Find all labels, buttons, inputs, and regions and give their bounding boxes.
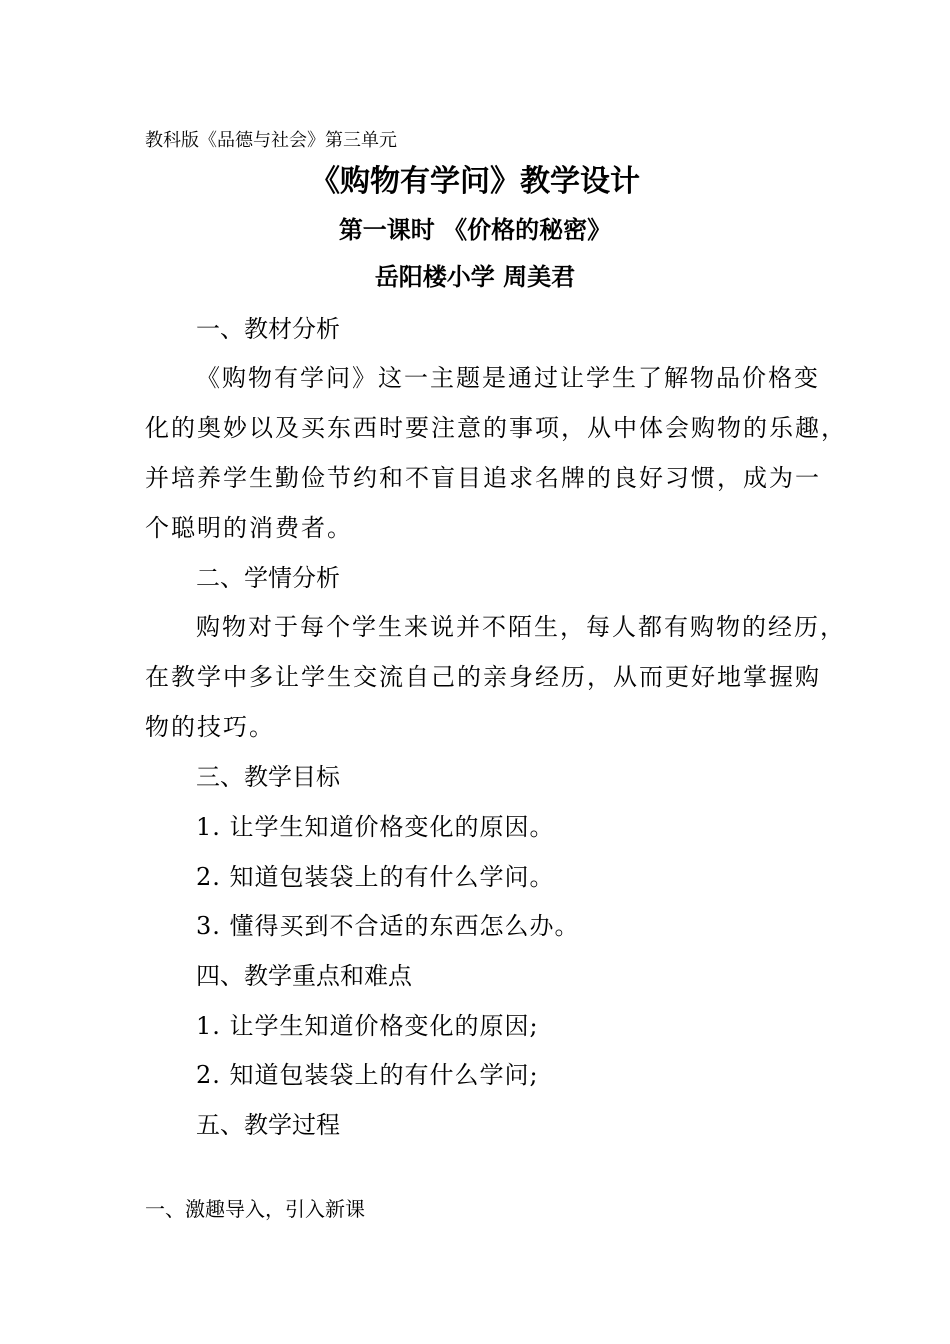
paragraph-line: 并培养学生勤俭节约和不盲目追求名牌的良好习惯，成为一 <box>145 464 821 492</box>
list-item: 2. 知道包装袋上的有什么学问; <box>196 1061 539 1089</box>
section-heading-2: 二、学情分析 <box>196 564 340 592</box>
section-heading-3: 三、教学目标 <box>196 763 340 791</box>
subsection-heading: 一、激趣导入，引入新课 <box>145 1197 365 1221</box>
header-note: 教科版《品德与社会》第三单元 <box>145 130 397 151</box>
paragraph-line: 化的奥妙以及买东西时要注意的事项，从中体会购物的乐趣， <box>145 414 847 442</box>
paragraph-line: 购物对于每个学生来说并不陌生，每人都有购物的经历， <box>196 613 846 641</box>
paragraph-line: 物的技巧。 <box>145 713 275 741</box>
list-item: 2. 知道包装袋上的有什么学问。 <box>196 863 555 891</box>
section-heading-4: 四、教学重点和难点 <box>196 962 412 990</box>
list-item: 3. 懂得买到不合适的东西怎么办。 <box>196 912 580 940</box>
paragraph-line: 《购物有学问》这一主题是通过让学生了解物品价格变 <box>196 364 820 392</box>
author-line: 岳阳楼小学 周美君 <box>374 262 576 291</box>
document-title: 《购物有学问》教学设计 <box>310 164 640 199</box>
paragraph-line: 在教学中多让学生交流自己的亲身经历，从而更好地掌握购 <box>145 663 821 691</box>
list-item: 1. 让学生知道价格变化的原因; <box>196 1012 539 1040</box>
paragraph-line: 个聪明的消费者。 <box>145 514 353 542</box>
list-item: 1. 让学生知道价格变化的原因。 <box>196 813 555 841</box>
section-heading-1: 一、教材分析 <box>196 315 340 343</box>
section-heading-5: 五、教学过程 <box>196 1111 340 1139</box>
lesson-title: 第一课时 《价格的秘密》 <box>338 215 612 244</box>
